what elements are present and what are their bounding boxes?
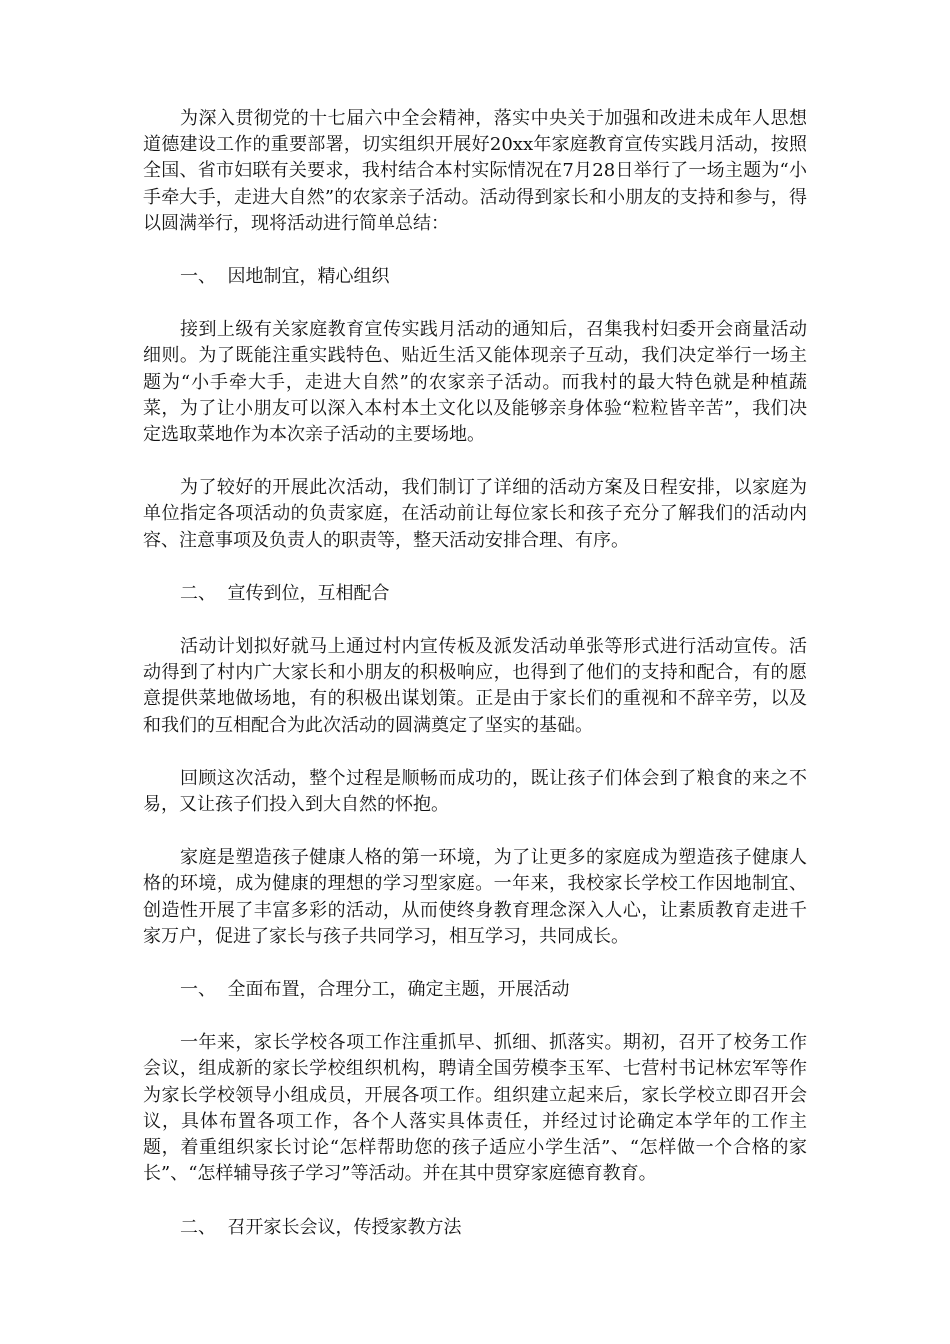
section-heading-4: 二、 召开家长会议，传授家教方法 bbox=[180, 1216, 462, 1238]
section-heading-2: 二、 宣传到位，互相配合 bbox=[180, 582, 390, 604]
body-paragraph: 活动计划拟好就马上通过村内宣传板及派发活动单张等形式进行活动宣传。活动得到了村内广大家长和小朋友的积极响应，也得到了他们的支持和配合，有的愿意提供菜地做场地，有的积极出谋划策。正是由于家长们的重视和不辞辛劳，以及和我们的互相配合为此次活动的圆满奠定了坚实的基础。 bbox=[143, 636, 807, 736]
body-paragraph: 一年来，家长学校各项工作注重抓早、抓细、抓落实。期初，召开了校务工作会议，组成新的家长学校组织机构，聘请全国劳模李玉军、七营村书记林宏军等作为家长学校领导小组成员，开展各项工作。组织建立起来后，家长学校立即召开会议，具体布置各项工作，各个人落实具体责任，并经过讨论确定本学年的工作主题，着重组织家长讨论“怎样帮助您的孩子适应小学生活”、“怎样做一个合格的家长”、“怎样辅导孩子学习”等活动。并在其中贯穿家庭德育教育。 bbox=[143, 1032, 807, 1185]
body-paragraph: 为了较好的开展此次活动，我们制订了详细的活动方案及日程安排，以家庭为单位指定各项活动的负责家庭，在活动前让每位家长和孩子充分了解我们的活动内容、注意事项及负责人的职责等，整天活动安排合理、有序。 bbox=[143, 477, 807, 551]
document-page bbox=[143, 106, 807, 1268]
body-paragraph: 家庭是塑造孩子健康人格的第一环境，为了让更多的家庭成为塑造孩子健康人格的环境，成为健康的理想的学习型家庭。一年来，我校家长学校工作因地制宜、创造性开展了丰富多彩的活动，从而使终身教育理念深入人心，让素质教育走进千家万户，促进了家长与孩子共同学习，相互学习，共同成长。 bbox=[143, 847, 807, 947]
body-paragraph: 接到上级有关家庭教育宣传实践月活动的通知后，召集我村妇委开会商量活动细则。为了既能注重实践特色、贴近生活又能体现亲子互动，我们决定举行一场主题为“小手牵大手，走进大自然”的农家亲子活动。而我村的最大特色就是种植蔬菜，为了让小朋友可以深入本村本土文化以及能够亲身体验“粒粒皆辛苦”，我们决定选取菜地作为本次亲子活动的主要场地。 bbox=[143, 319, 807, 446]
section-heading-1: 一、 因地制宜，精心组织 bbox=[180, 266, 390, 288]
section-heading-3: 一、 全面布置，合理分工，确定主题，开展活动 bbox=[180, 979, 570, 1001]
intro-paragraph: 为深入贯彻党的十七届六中全会精神，落实中央关于加强和改进未成年人思想道德建设工作的重要部署，切实组织开展好20xx年家庭教育宣传实践月活动，按照全国、省市妇联有关要求，我村结合本村实际情况在7月28日举行了一场主题为“小手牵大手，走进大自然”的农家亲子活动。活动得到家长和小朋友的支持和参与，得以圆满举行，现将活动进行简单总结： bbox=[143, 108, 807, 234]
body-paragraph: 回顾这次活动，整个过程是顺畅而成功的，既让孩子们体会到了粮食的来之不易，又让孩子们投入到大自然的怀抱。 bbox=[143, 767, 807, 816]
